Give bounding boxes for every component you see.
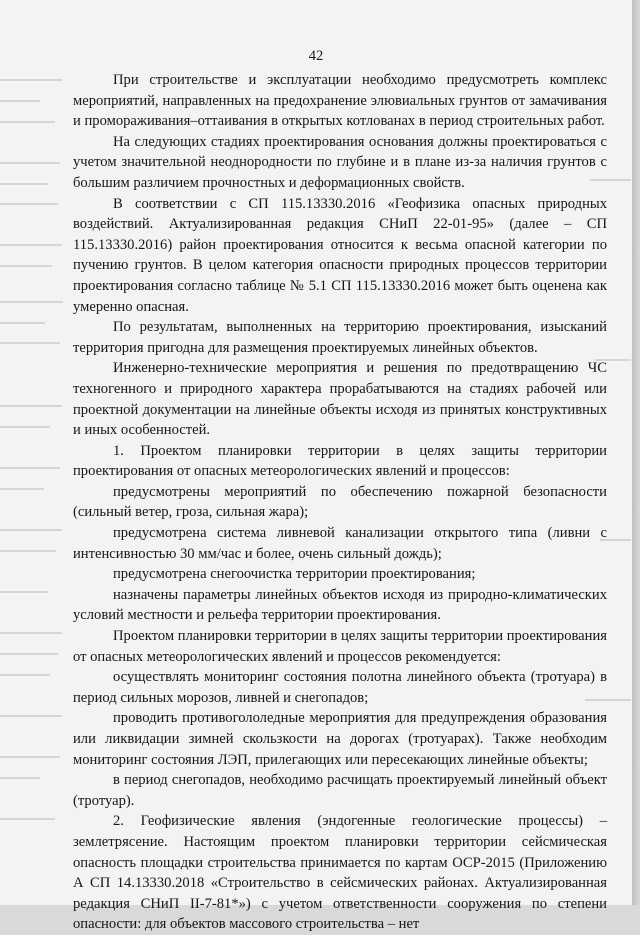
paragraph: По результатам, выполненных на территорию проектирования, изысканий территория пригодна для размещения проектируемых линейных объектов.: [73, 319, 607, 356]
list-item: проводить противогололедные мероприятия для предупреждения образования или ликвидации зимней скользкости на дорогах (тротуарах). Также необходим мониторинг состояния ЛЭП, прилегающих или пересекающих линейные объекты;: [73, 710, 607, 768]
list-item: в период снегопадов, необходимо расчищать проектируемый линейный объект (тротуар).: [73, 772, 607, 809]
page-number: 42: [308, 48, 324, 64]
paragraph: Проектом планировки территории в целях защиты территории проектирования от опасных метеорологических явлений и процессов рекомендуется:: [73, 628, 607, 665]
list-item: предусмотрена система ливневой канализации открытого типа (ливни с интенсивностью 30 мм/час и более, очень сильный дождь);: [73, 525, 607, 562]
paragraph: В соответствии с СП 115.13330.2016 «Геофизика опасных природных воздействий. Актуализированная редакция СНиП 22-01-95» (далее – СП 115.13330.2016) район проектирования относится к весьма опасной категории по пучению грунтов. В целом категория опасности природных процессов территории проектирования согласно таблице № 5.1 СП 115.13330.2016 может быть оценена как умеренно опасная.: [73, 195, 607, 315]
scan-edge: [632, 0, 640, 905]
numbered-paragraph: 2. Геофизические явления (эндогенные геологические процессы) – землетрясение. Настоящим проектом планировки территории сейсмическая опасность площадки строительства принимается по картам ОСР-2015 (Приложению А СП 14.13330.2018 «Строительство в сейсмических районах. Актуализированная редакция СНиП II-7-81*») с учетом ответственности сооружения по степени опасности: для объектов массового строительства – нет: [73, 813, 607, 933]
paragraph: При строительстве и эксплуатации необходимо предусмотреть комплекс мероприятий, направленных на предохранение элювиальных грунтов от замачивания и промораживания–оттаивания в открытых котлованах в период строительных работ.: [73, 72, 607, 130]
paragraph: Инженерно-технические мероприятия и решения по предотвращению ЧС техногенного и природного характера прорабатываются на стадиях рабочей или проектной документации на линейные объекты исходя из принятых конструктивных и иных особенностей.: [73, 360, 607, 439]
numbered-paragraph: 1. Проектом планировки территории в целях защиты территории проектирования от опасных метеорологических явлений и процессов:: [73, 442, 607, 480]
list-item: предусмотрена снегоочистка территории проектирования;: [113, 566, 476, 583]
list-item: предусмотрены мероприятий по обеспечению пожарной безопасности (сильный ветер, гроза, сильная жара);: [73, 483, 607, 521]
list-item: назначены параметры линейных объектов исходя из природно-климатических условий местности и рельефа территории проектирования.: [73, 586, 607, 624]
list-item: осуществлять мониторинг состояния полотна линейного объекта (тротуара) в период сильных морозов, ливней и снегопадов;: [73, 669, 607, 706]
paragraph: На следующих стадиях проектирования основания должны проектироваться с учетом значительной неоднородности по глубине и в плане из-за наличия грунтов с большим различием прочностных и деформационных свойств.: [73, 133, 607, 191]
body-text: [73, 70, 607, 935]
